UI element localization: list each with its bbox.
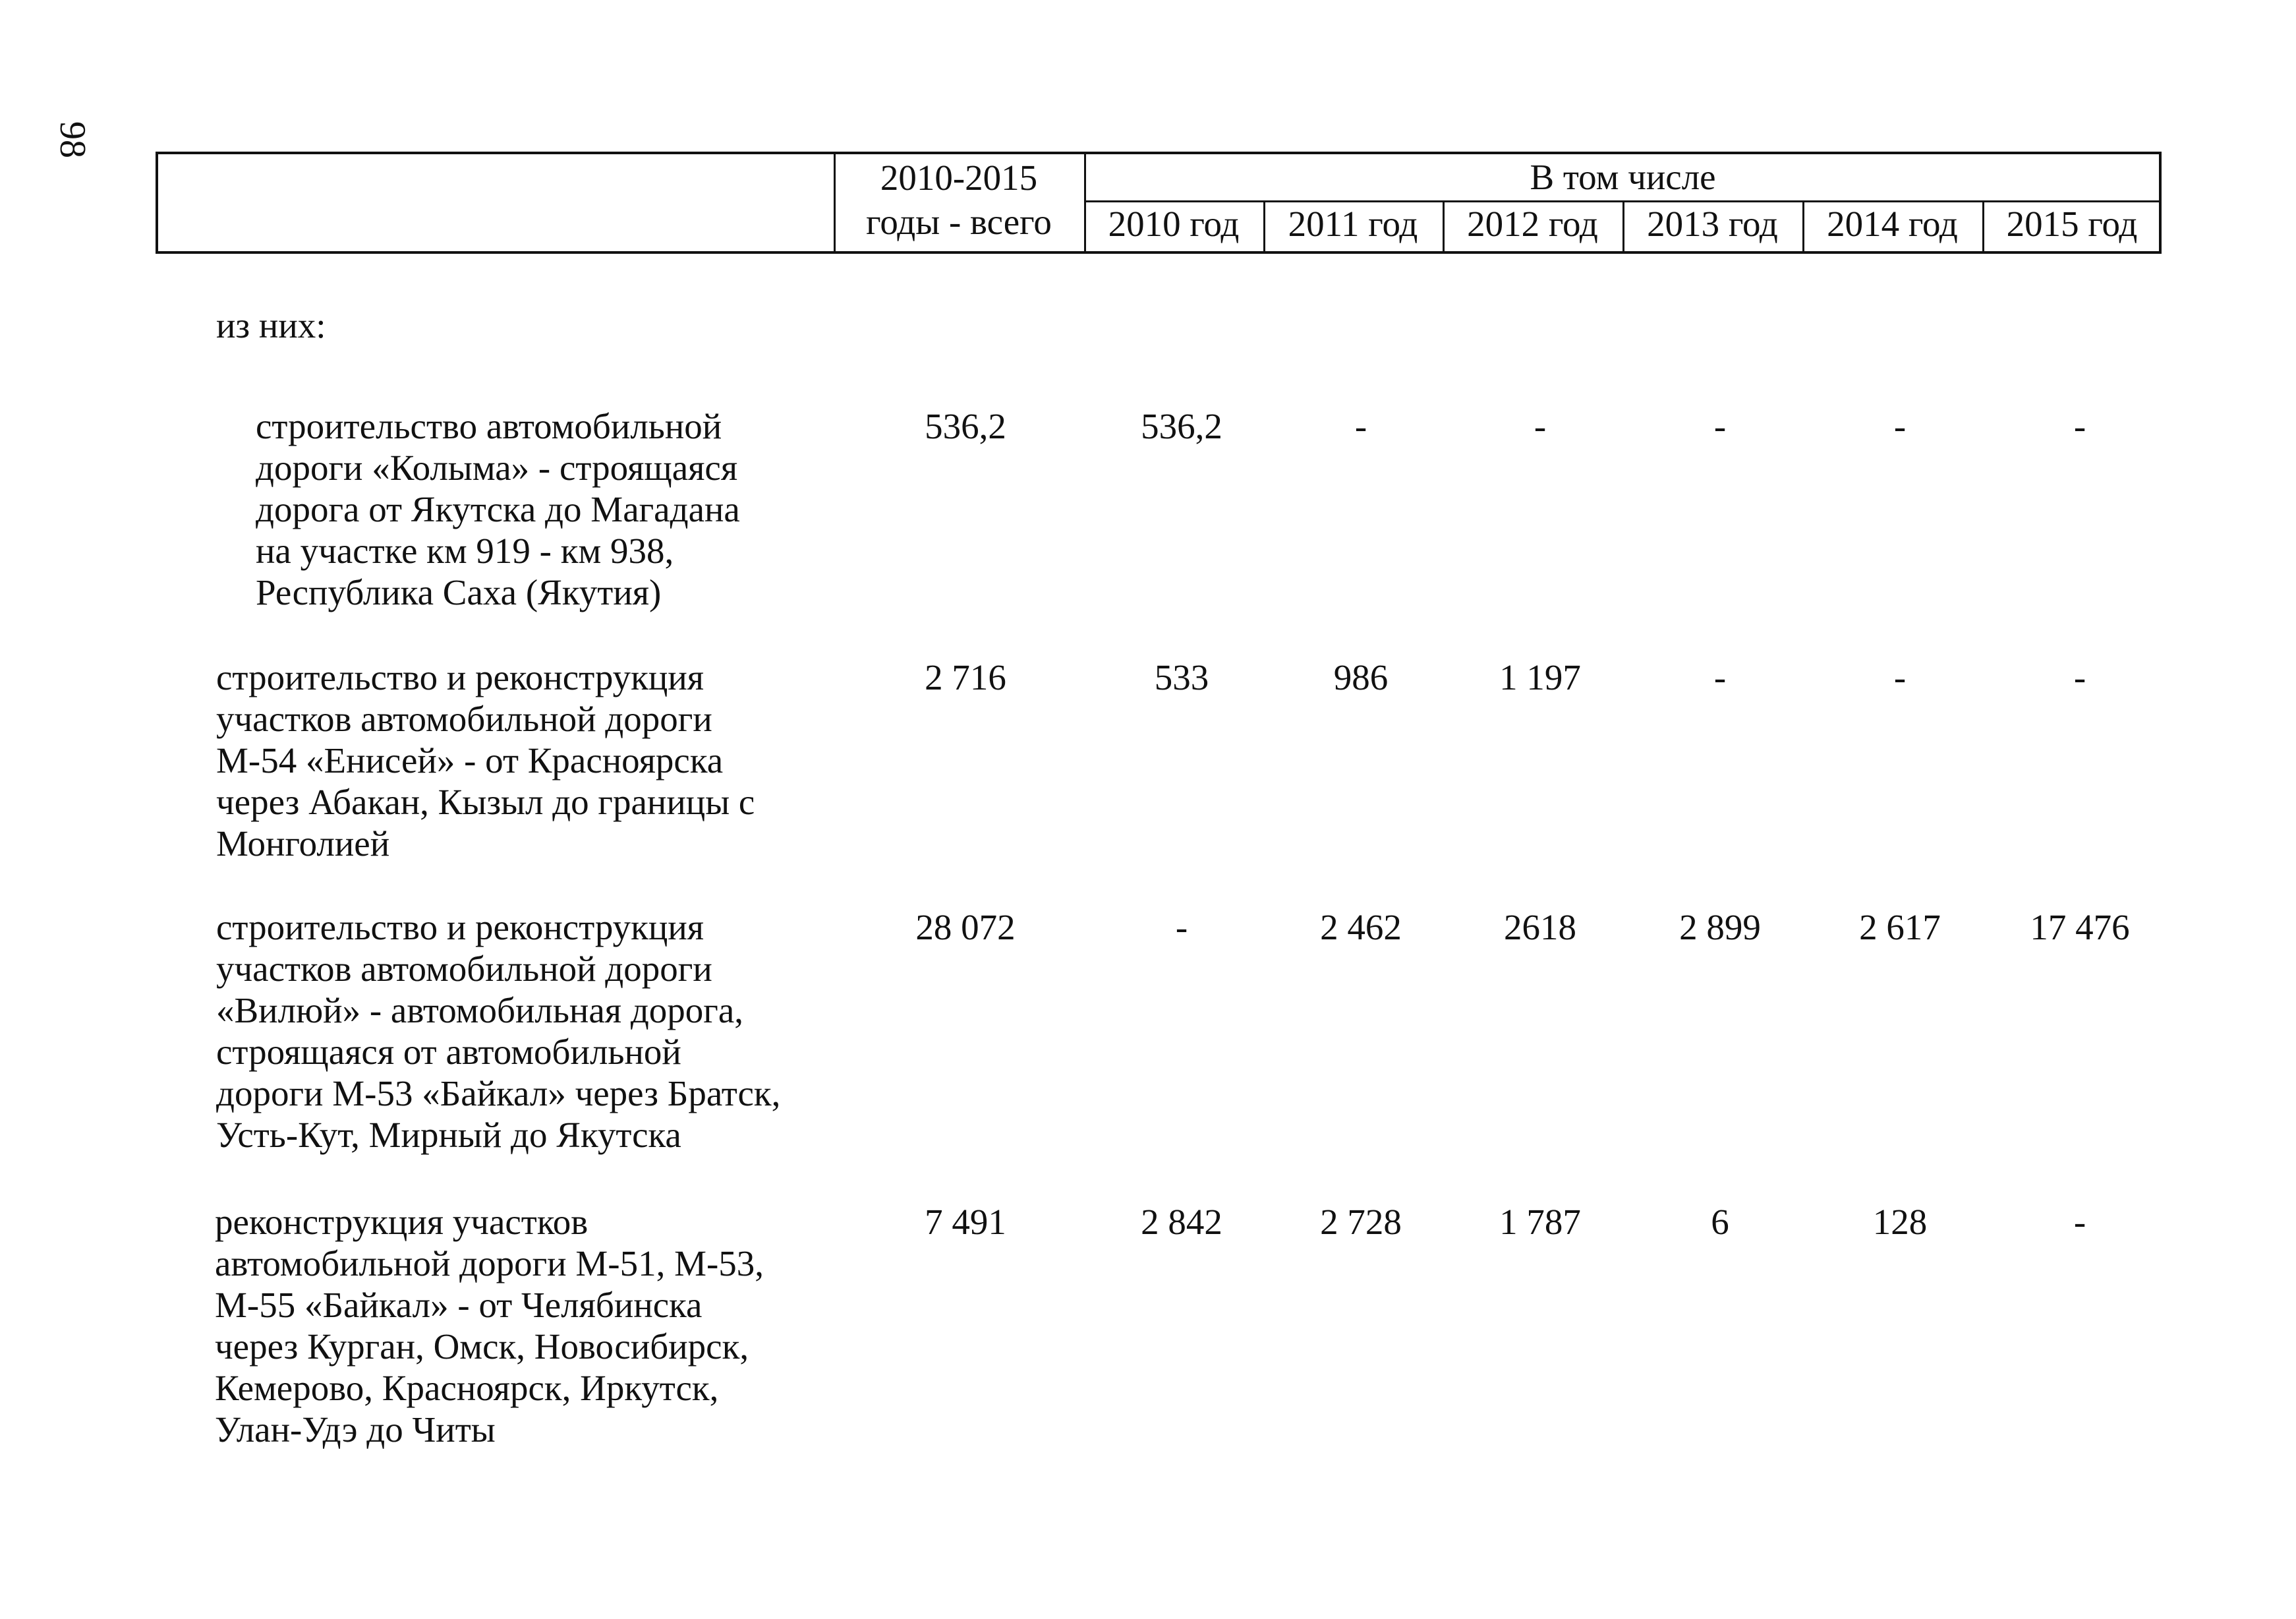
row-value-2013: -: [1713, 657, 1727, 697]
row-label: строительство и реконструкция участков автомобильной дороги «Вилюй» - автомобильная дорога, строящаяся от автомобильной дороги М-53 «Байкал» через Братск, Усть-Кут, Мирный до Якутска: [216, 907, 781, 1155]
page-number: 98: [52, 121, 93, 158]
row-value-2013: 6: [1711, 1202, 1729, 1242]
header-year-2014: 2014 год: [1827, 204, 1958, 244]
row-value-2010: 536,2: [1141, 406, 1222, 446]
row-value-2011: 2 462: [1320, 907, 1402, 947]
row-value-2014: -: [1893, 406, 1907, 446]
row-value-2013: 2 899: [1679, 907, 1761, 947]
row-value-2011: -: [1354, 406, 1367, 446]
row-total: 28 072: [915, 907, 1016, 947]
row-value-2015: -: [2073, 1202, 2086, 1242]
row-value-2011: 986: [1333, 657, 1389, 697]
header-group-label: В том числе: [1530, 157, 1716, 197]
header-year-2012: 2012 год: [1467, 204, 1598, 244]
row-label: строительство и реконструкция участков автомобильной дороги М-54 «Енисей» - от Красноярска через Абакан, Кызыл до границы с Монголией: [216, 657, 755, 864]
header-year-2015: 2015 год: [2006, 204, 2138, 244]
row-value-2014: 128: [1872, 1202, 1928, 1242]
row-value-2014: -: [1893, 657, 1907, 697]
row-label: строительство автомобильной дороги «Колыма» - строящаяся дорога от Якутска до Магадана на участке км 919 - км 938, Республика Саха (Якутия): [256, 406, 740, 612]
header-divider: [1084, 200, 2159, 202]
row-label: реконструкция участков автомобильной дороги М-51, М-53, М-55 «Байкал» - от Челябинска через Курган, Омск, Новосибирск, Кемерово, Красноярск, Иркутск, Улан-Удэ до Читы: [215, 1202, 764, 1450]
row-value-2015: -: [2073, 657, 2086, 697]
intro-text: из них:: [216, 305, 326, 345]
row-value-2010: -: [1175, 907, 1188, 947]
row-value-2012: -: [1534, 406, 1547, 446]
header-year-2013: 2013 год: [1647, 204, 1778, 244]
row-value-2011: 2 728: [1320, 1202, 1402, 1242]
row-value-2015: 17 476: [2030, 907, 2130, 947]
row-total: 7 491: [925, 1202, 1006, 1242]
row-value-2012: 2618: [1504, 907, 1576, 947]
row-total: 536,2: [925, 406, 1006, 446]
table-header: [156, 152, 2162, 254]
row-value-2012: 1 197: [1499, 657, 1581, 697]
header-year-2010: 2010 год: [1108, 204, 1240, 244]
row-value-2014: 2 617: [1859, 907, 1941, 947]
row-total: 2 716: [925, 657, 1006, 697]
header-year-2011: 2011 год: [1288, 204, 1418, 244]
row-value-2013: -: [1713, 406, 1727, 446]
row-value-2012: 1 787: [1499, 1202, 1581, 1242]
row-value-2010: 2 842: [1141, 1202, 1222, 1242]
header-total-line1: 2010-2015: [880, 158, 1038, 198]
header-total-line2: годы - всего: [866, 202, 1052, 242]
row-value-2015: -: [2073, 406, 2086, 446]
row-value-2010: 533: [1154, 657, 1209, 697]
